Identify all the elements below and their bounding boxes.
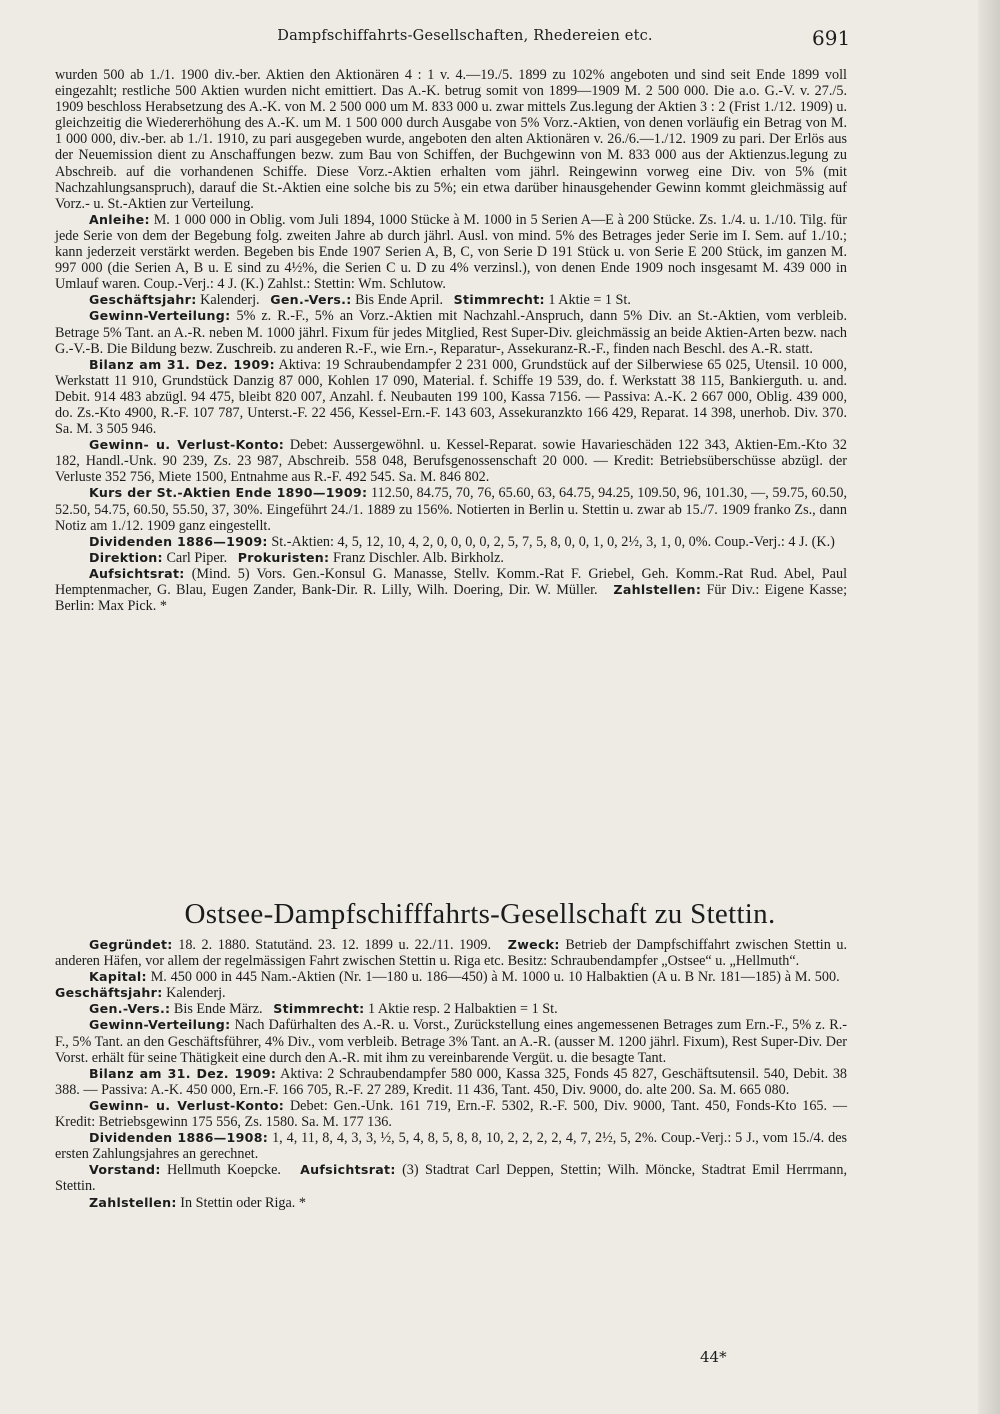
capital-paragraph: Kapital: M. 450 000 in 445 Nam.-Aktien (Nr. 1—180 u. 186—450) à M. 1000 u. 10 Halbaktien (A u. B Nr. 181—185) à M. 500. Geschäftsjahr: Kalenderj.: [55, 969, 840, 1002]
founding-paragraph: Gegründet: 18. 2. 1880. Statutänd. 23. 12. 1899 u. 22./11. 1909. Zweck: Betrieb der Dampfschiffahrt zwischen Stettin u. anderen Häfen, vor allem der regelmässigen Fahrt zwischen Stettin u. Riga etc. Besitz: Schraubendampfer „Ostsee“ u. „Hellmuth“.: [55, 937, 848, 970]
dividends-paragraph: Dividenden 1886—1908: 1, 4, 11, 8, 4, 3, 3, ½, 5, 4, 8, 5, 8, 8, 10, 2, 2, 2, 2, 4, 7, 2½, 5, 2%. Coup.-Verj.: 5 J., vom 15./4. des ersten Zahlungsjahres an gerechnet.: [55, 1130, 848, 1163]
supervisory-board-paragraph: Aufsichtsrat: (Mind. 5) Vors. Gen.-Konsul G. Manasse, Stellv. Komm.-Rat F. Griebel, Geh. Komm.-Rat Rud. Abel, Paul Hemptenmacher, G. Blau, Eugen Zander, Bank-Dir. R. Lilly, Wilh. Doering, Dir. W. Müller. Zahlstellen: Für Div.: Eigene Kasse; Berlin: Max Pick. *: [55, 565, 848, 615]
business-year-paragraph: Geschäftsjahr: Kalenderj. Gen.-Vers.: Bis Ende April. Stimmrecht: 1 Aktie = 1 St.: [89, 292, 631, 309]
profit-loss-paragraph: Gewinn- u. Verlust-Konto: Debet: Gen.-Unk. 161 719, Ern.-F. 5302, R.-F. 500, Div. 9000, Tant. 450, Fonds-Kto 165. — Kredit: Betriebsgewinn 175 556, Zs. 1580. Sa. M. 177 136.: [55, 1097, 848, 1131]
profit-loss-paragraph: Gewinn- u. Verlust-Konto: Debet: Aussergewöhnl. u. Kessel-Reparat. sowie Havarieschäden 122 343, Aktien-Em.-Kto 32 182, Handl.-Unk. 90 239, Zs. 23 987, Abschreib. 558 048, Berufsgenossenschaft 20 000. — Kredit: Betriebsüberschüsse abzügl. der Verluste 352 756, Miete 1500, Entnahme aus R.-F. 492 545. Sa. M. 846 802.: [55, 437, 847, 486]
board-paragraph: Vorstand: Hellmuth Koepcke. Aufsichtsrat: (3) Stadtrat Carl Deppen, Stettin; Wilh. Möncke, Stadtrat Emil Herrmann, Stettin.: [55, 1162, 848, 1195]
share-price-paragraph: Kurs der St.-Aktien Ende 1890—1909: 112.50, 84.75, 70, 76, 65.60, 63, 64.75, 94.25, 109.50, 96, 101.30, —, 59.75, 60.50, 52.50, 54.75, 60.50, 55.50, 37, 30%. Eingeführt 24./1. 1889 zu 156%. Notierten in Berlin u. Stettin u. zwar ab 15./7. 1909 franko Zs., dann Notiz am 1./12. 1909 ganz eingestellt.: [55, 485, 847, 534]
management-paragraph: Direktion: Carl Piper. Prokuristen: Franz Dischler. Alb. Birkholz.: [89, 549, 504, 566]
anleihe-paragraph: Anleihe: M. 1 000 000 in Oblig. vom Juli 1894, 1000 Stücke à M. 1000 in 5 Serien A—E à 200 Stücke. Zs. 1./4. u. 1./10. Tilg. für jede Serie von dem der Begebung folg. zweiten Jahre ab durch jährl. Ausl. von mind. 5% des Betrages jeder Serie im I. Sem. auf 1./10.; kann jederzeit verstärkt werden. Begeben bis Ende 1907 Serien A, B, C, von Serie D 191 Stück u. von Serie E 200 Stück, im ganzen M. 997 000 (die Serien A, B u. E sind zu 4½%, die Serien C u. D zu 4% verzinsl.), von denen Ende 1909 noch insgesamt M. 439 000 in Umlauf waren. Coup.-Verj.: 4 J. (K.) Zahlst.: Stettin: Wm. Schlutow.: [55, 211, 847, 293]
balance-paragraph: Bilanz am 31. Dez. 1909: Aktiva: 2 Schraubendampfer 580 000, Kassa 325, Fonds 45 827, Geschäftsutensil. 540, Debit. 38 388. — Passiva: A.-K. 450 000, Ern.-F. 166 705, R.-F. 27 289, Kredit. 11 436, Tant. 450, Div. 9000, do. alte 200. Sa. M. 665 080.: [55, 1065, 848, 1098]
dividends-paragraph: Dividenden 1886—1909: St.-Aktien: 4, 5, 12, 10, 4, 2, 0, 0, 0, 0, 2, 5, 7, 5, 8, 0, 0, 1, 0, 2½, 3, 1, 0, 0%. Coup.-Verj.: 4 J. (K.): [89, 533, 835, 550]
company-entry-1: [55, 67, 847, 614]
page-edge-shadow: [978, 0, 1000, 1414]
paying-agents-paragraph: Zahlstellen: In Stettin oder Riga. *: [89, 1194, 306, 1211]
printer-signature: 44*: [700, 1348, 727, 1366]
capital-paragraph: wurden 500 ab 1./1. 1900 div.-ber. Aktien den Aktionären 4 : 1 v. 4.—19./5. 1899 zu 102% angeboten und sind seit Ende 1899 voll eingezahlt; restliche 500 Aktien wurden nicht emittiert. Das A.-K. betrug somit von 1899—1909 M. 2 500 000. Die a.o. G.-V. v. 27./5. 1909 beschloss Herabsetzung des A.-K. von M. 2 500 000 um M. 833 000 u. zwar mittels Zus.legung der Aktien 3 : 2 (Frist 1./12. 1909) u. gleichzeitig die Wiedererhöhung des A.-K. um M. 1 500 000 durch Ausgabe von 5% Vorz.-Aktien, von denen vorläufig ein Betrag von M. 1 000 000, div.-ber. ab 1./1. 1910, zu pari ausgegeben wurde, angeboten den alten Aktionären v. 26./6.—1./12. 1909 zu pari. Der Erlös aus der Neuemission dient zu Anschaffungen bezw. zum Bau von Schiffen, der Buchgewinn von M. 833 000 aus der Aktienzus.legung zu Abschreib. auf die vorhandenen Schiffe. Diese Vorz.-Aktien erhalten vom jährl. Reingewinn vorweg eine Div. von 5% (mit Nachzahlungsanspruch), darauf die St.-Aktien eine solche bis zu 5%; ein etwa darüber hinausgehender Gewinn kommt gleichmässig auf Vorz.- u. St.-Aktien zur Verteilung.: [55, 67, 847, 212]
balance-paragraph: Bilanz am 31. Dez. 1909: Aktiva: 19 Schraubendampfer 2 231 000, Grundstück auf der Silberwiese 65 025, Utensil. 10 000, Werkstatt 11 910, Grundstück Danzig 87 000, Kohlen 17 090, Material. f. Schiffe 19 539, do. f. Werkstatt 38 115, Bankierguth. u. and. Debit. 914 483 abzügl. 94 475, bleibt 820 007, Anzahl. f. Neubauten 199 100, Kassa 7156. — Passiva: A.-K. 2 667 000, Oblig. 439 000, do. Zs.-Kto 4900, R.-F. 107 787, Unterst.-F. 22 456, Kessel-Ern.-F. 143 603, Assekuranzkto 166 429, Reparat. 14 398, unerhob. Div. 370. Sa. M. 3 505 946.: [55, 356, 847, 438]
page-number: 691: [812, 26, 851, 50]
company-entry-2: [55, 937, 847, 1211]
running-title: Dampfschiffahrts-Gesellschaften, Rhedereien etc.: [277, 28, 653, 44]
company-heading: Ostsee-Dampfschifffahrts-Gesellschaft zu Stettin.: [184, 898, 776, 930]
profit-distribution-paragraph: Gewinn-Verteilung: Nach Dafürhalten des A.-R. u. Vorst., Zurückstellung eines angemessenen Betrages zum Ern.-F., 5% z. R.-F., 5% Tant. an den Geschäftsführer, 4% Div., vom verbleib. Betrage 3% Tant. an A.-R. (ausser M. 1200 jährl. Fixum), Rest Super-Div. Der Vorst. erhält für seine Thätigkeit eine durch den A.-R. mit ihm zu vereinbarende Vergüt. u. die besagte Tant.: [55, 1017, 847, 1066]
meeting-paragraph: Gen.-Vers.: Bis Ende März. Stimmrecht: 1 Aktie resp. 2 Halbaktien = 1 St.: [89, 1001, 558, 1018]
profit-distribution-paragraph: Gewinn-Verteilung: 5% z. R.-F., 5% an Vorz.-Aktien mit Nachzahl.-Anspruch, dann 5% Div. an St.-Aktien, vom verbleib. Betrage 5% Tant. an A.-R. neben M. 1000 jährl. Fixum für jedes Mitglied, Rest Super-Div. gleichmässig an beide Aktien-Arten bezw. nach G.-V.-B. Die Bildung bezw. Zuschreib. zu anderen R.-F., wie Ern.-, Reparatur-, Assekuranz-R.-F., finden nach Beschl. des A.-R. statt.: [55, 308, 847, 357]
